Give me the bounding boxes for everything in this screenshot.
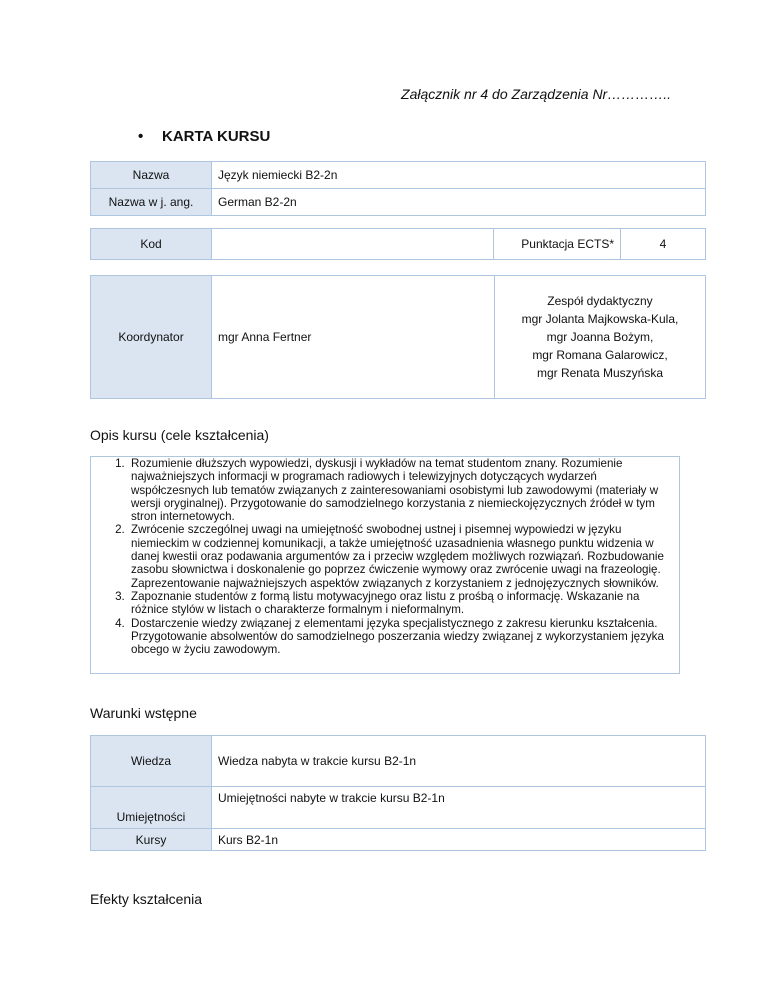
knowledge-label: Wiedza: [91, 736, 212, 787]
code-ects-table: [90, 228, 706, 260]
prerequisites-heading: Warunki wstępne: [90, 705, 197, 721]
coordinator-table: [90, 275, 706, 399]
title-bullet: •: [138, 128, 144, 145]
code-value: [212, 229, 494, 260]
objective-item: 4. Dostarczenie wiedzy związanej z elementami języka specjalistycznego z zakresu kierunku kształcenia. Przygotowanie absolwentów do samodzielnego poszerzania wiedzy związanej z wykorzystaniem języka obcego w życiu zawodowym.: [128, 617, 673, 657]
objective-item: 1. Rozumienie dłuższych wypowiedzi, dyskusji i wykładów na temat studentom znany. Rozumienie najważniejszych informacji w programach radiowych i telewizyjnych dotyczących wydarzeń współczesnych lub tematów związanych z zainteresowaniami osobistymi lub zawodowymi (materiały w wersji oryginalnej). Przygotowanie do samodzielnego korzystania z niemieckojęzycznych źródeł w tym stron internetowych.: [128, 457, 673, 523]
name-value: Język niemiecki B2-2n: [212, 162, 706, 189]
document-title: [138, 128, 270, 145]
name-label: Nazwa: [91, 162, 212, 189]
team-member: mgr Joanna Bożym,: [546, 330, 654, 344]
appendix-reference: Załącznik nr 4 do Zarządzenia Nr…………..: [401, 86, 671, 102]
description-heading: Opis kursu (cele kształcenia): [90, 427, 269, 443]
team-member: mgr Jolanta Majkowska-Kula,: [521, 312, 679, 326]
name-en-label: Nazwa w j. ang.: [91, 189, 212, 216]
title-text: KARTA KURSU: [162, 128, 271, 145]
outcomes-heading: Efekty kształcenia: [90, 891, 203, 907]
courses-value: Kurs B2-1n: [212, 829, 706, 851]
knowledge-value: Wiedza nabyta w trakcie kursu B2-1n: [212, 736, 706, 787]
team-title: Zespół dydaktyczny: [547, 294, 653, 308]
name-en-value: German B2-2n: [212, 189, 706, 216]
team-member: mgr Renata Muszyńska: [536, 366, 664, 380]
team-member: mgr Romana Galarowicz,: [532, 348, 668, 362]
courses-label: Kursy: [91, 829, 212, 851]
skills-label: Umiejętności: [91, 787, 212, 829]
prerequisites-table: [90, 735, 706, 851]
course-names-table: [90, 161, 706, 216]
objective-item: 2. Zwrócenie szczególnej uwagi na umiejętność swobodnej ustnej i pisemnej wypowiedzi w języku niemieckim w codziennej komunikacji, a także umiejętność uzasadnienia własnego punktu widzenia w danej kwestii oraz podawania argumentów za i przeciw względem możliwych rozwiązań. Rozbudowanie zasobu słownictwa i doskonalenie go poprzez ćwiczenie wymowy oraz zwrócenie uwagi na frazeologię. Zaprezentowanie najważniejszych aspektów związanych z korzystaniem z jednojęzycznych słowników.: [128, 523, 673, 589]
coordinator-value: mgr Anna Fertner: [212, 276, 495, 399]
description-box: [90, 456, 680, 674]
coordinator-label: Koordynator: [91, 276, 212, 399]
objectives-list: [91, 457, 679, 656]
skills-value: Umiejętności nabyte w trakcie kursu B2-1n: [212, 787, 706, 829]
objective-item: 3. Zapoznanie studentów z formą listu motywacyjnego oraz listu z prośbą o informację. Wskazanie na różnice stylów w listach o charakterze formalnym i nieformalnym.: [128, 590, 673, 617]
teaching-team: [495, 276, 706, 399]
code-label: Kod: [91, 229, 212, 260]
ects-label: Punktacja ECTS*: [494, 229, 621, 260]
ects-value: 4: [621, 229, 706, 260]
